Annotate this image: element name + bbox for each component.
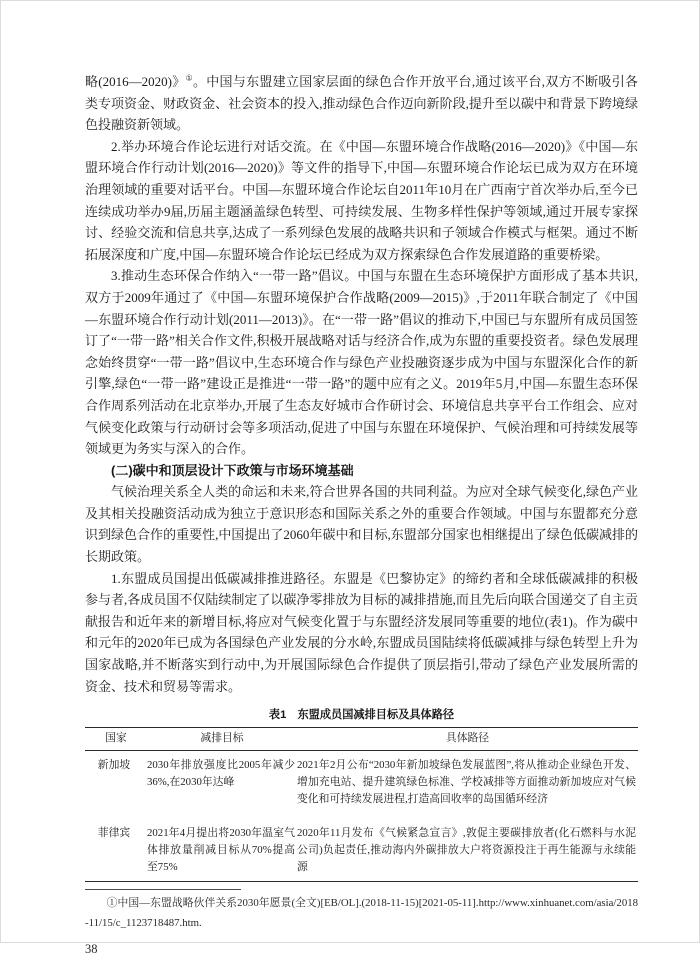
- footnote-text: 中国—东盟战略伙伴关系2030年愿景(全文)[EB/OL].(2018-11-15)[2021-05-11].http://www.xinhuanet.com/asia/2018-11/15/c_1123718487.htm.: [85, 897, 639, 929]
- cell-country: 新加坡: [97, 759, 131, 772]
- cell-path: 2020年11月发布《气候紧急宣言》,敦促主要碳排放者(化石燃料与水泥公司)负起责任,推动海内外碳排放大户将资源投注于再生能源与永续能源: [297, 827, 636, 874]
- footnote: [85, 894, 638, 933]
- emissions-targets-table: [85, 727, 638, 882]
- column-header-target: 减排目标: [147, 728, 297, 751]
- table-caption-label: 表1: [268, 709, 287, 722]
- paragraph-text: 。中国与东盟建立国家层面的绿色合作开放平台,通过该平台,双方不断吸引各类专项资金、财政资金、社会资本的投入,推动绿色合作迈向新阶段,提升至以碳中和背景下跨境绿色投融资新领域。: [85, 74, 638, 133]
- table-caption: [85, 706, 638, 722]
- cell-path: 2021年2月公布“2030年新加坡绿色发展蓝图”,将从推动企业绿色开发、增加充电站、提升建筑绿色标准、学校减排等方面推动新加坡应对气候变化和可持续发展进程,打造高回收率的岛国循环经济: [297, 759, 636, 806]
- paragraph-3: 3.推动生态环保合作纳入“一带一路”倡议。中国与东盟在生态环境保护方面形成了基本共识,双方于2009年通过了《中国—东盟环境保护合作战略(2009—2015)》,于2011年联合制定了《中国—东盟环境合作行动计划(2011—2013)》。在“一带一路”倡议的推动下,中国已与东盟所有成员国签订了“一带一路”相关合作文件,积极开展战略对话与经济合作,成为东盟的重要投资者。绿色发展理念始终贯穿“一带一路”倡议中,生态环境合作与绿色产业投融资逐步成为中国与东盟深化合作的新引擎,绿色“一带一路”建设正是推进“一带一路”的题中应有之义。2019年5月,中国—东盟生态环保合作周系列活动在北京举办,开展了生态友好城市合作研讨会、环境信息共享平台工作组会、应对气候变化政策与行动研讨会等多项活动,促进了中国与东盟在环境保护、气候治理和可持续发展等领域更为务实与深入的合作。: [85, 268, 638, 457]
- table-row: [85, 751, 638, 814]
- table-header-row: [85, 728, 638, 751]
- paragraph-continuation: [85, 71, 638, 136]
- paragraph-text: 略(2016—2020)》: [85, 74, 186, 89]
- column-header-path: 具体路径: [297, 728, 638, 751]
- footnote-marker: ①: [106, 897, 118, 910]
- paragraph-2: 2.举办环境合作论坛进行对话交流。在《中国—东盟环境合作战略(2016—2020)》《中国—东盟环境合作行动计划(2016—2020)》等文件的指导下,中国—东盟环境合作论坛已成为双方在环境治理领域的重要对话平台。中国—东盟环境合作论坛自2011年10月在广西南宁首次举办后,至今已连续成功举办9届,历届主题涵盖绿色转型、可持续发展、生物多样性保护等领域,通过开展专家探讨、经验交流和信息共享,达成了一系列绿色发展的战略共识和子领域合作模式与框架。通过不断拓展深度和广度,中国—东盟环境合作论坛已经成为双方探索绿色合作发展道路的重要桥梁。: [85, 138, 638, 262]
- cell-target: 2030年排放强度比2005年减少36%,在2030年达峰: [147, 759, 295, 789]
- paragraph-5: 1.东盟成员国提出低碳减排推进路径。东盟是《巴黎协定》的缔约者和全球低碳减排的积极参与者,各成员国不仅陆续制定了以碳净零排放为目标的减排措施,而且先后向联合国递交了自主贡献报告和近年来的新增目标,将应对气候变化置于与东盟经济发展同等重要的地位(表1)。作为碳中和元年的2020年已成为各国绿色产业发展的分水岭,东盟成员国陆续将低碳减排与绿色转型上升为国家战略,并不断落实到行动中,为开展国际绿色合作提供了顶层指引,带动了绿色产业发展所需的资金、技术和贸易等需求。: [85, 570, 638, 694]
- page-content: [85, 71, 638, 957]
- section-heading: (二)碳中和顶层设计下政策与市场环境基础: [111, 462, 354, 478]
- paragraph-4: 气候治理关系全人类的命运和未来,符合世界各国的共同利益。为应对全球气候变化,绿色产业及其相关投融资活动成为独立于意识形态和国际关系之外的重要合作领域。中国与东盟都充分意识到绿色合作的重要性,中国提出了2060年碳中和目标,东盟部分国家也相继提出了绿色低碳减排的长期政策。: [85, 484, 638, 565]
- cell-target: 2021年4月提出将2030年温室气体排放量削减目标从70%提高至75%: [147, 827, 295, 874]
- table-row: [85, 813, 638, 882]
- footnote-marker: ①: [185, 73, 193, 83]
- table-caption-title: 东盟成员国减排目标及具体路径: [297, 709, 455, 722]
- footnote-separator: [85, 889, 241, 890]
- cell-country: 菲律宾: [97, 827, 131, 840]
- page-number: 38: [85, 942, 98, 957]
- column-header-country: 国家: [85, 728, 147, 751]
